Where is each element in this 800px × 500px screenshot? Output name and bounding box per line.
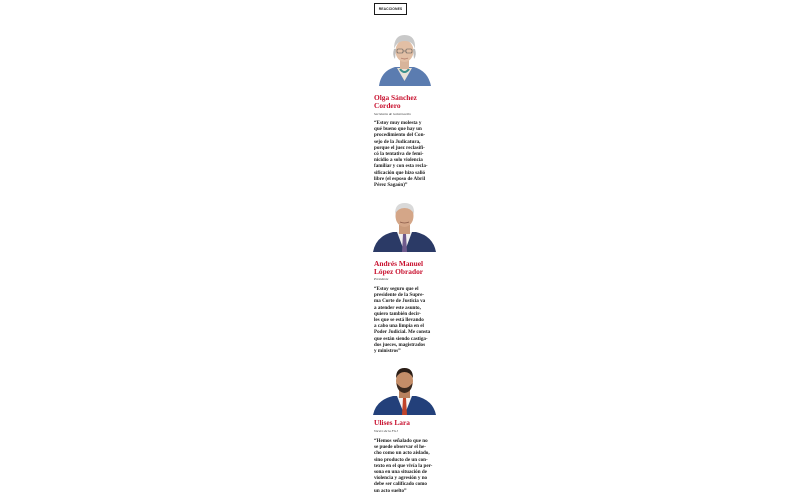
reaction-quote: “Hemos señalado que no se puede observar el he- cho como un acto aislado, sino producto de un con- texto en el que vivía la per- sona en una situación de violencia y agresión y no debe ser calificado como un acto suelto”	[374, 438, 433, 494]
reaction-name: Andrés Manuel López Obrador	[374, 259, 424, 276]
reaction-role: Presidente	[374, 277, 389, 281]
portrait-andres-manuel-lopez-obrador-photo	[373, 200, 436, 252]
reaction-quote: “Estoy muy molesta y qué bueno que hay un procedimiento del Con- sejo de la Judicatura, porque el juez reclasifi- có la tentativa de femi- nicidio a solo violencia familiar y con esta recla- sificación que hizo salió libre (el esposo de Abril Pérez Sagaón)”	[374, 120, 428, 189]
reaction-name: Ulises Lara	[374, 418, 410, 427]
reaction-role: Secretaria de Gobernación	[374, 112, 411, 116]
reaction-role: Vocero de la FGJ	[374, 429, 398, 433]
reaction-quote: “Estoy seguro que el presidente de la Supre- ma Corte de Justicia va a atender este asunto, quiero también decir- les que se está llevando a cabo una limpia en el Poder Judicial. Me consta que están siendo castiga- dos jueces, magistrados y ministros”	[374, 286, 431, 355]
reaction-name: Olga Sánchez Cordero	[374, 93, 417, 110]
portrait-ulises-lara-photo	[373, 366, 436, 415]
portrait-icon	[373, 366, 436, 415]
portrait-olga-sanchez-cordero-photo	[373, 31, 436, 86]
portrait-icon	[373, 200, 436, 252]
portrait-icon	[373, 31, 436, 86]
section-tag: REACCIONES	[374, 3, 407, 15]
